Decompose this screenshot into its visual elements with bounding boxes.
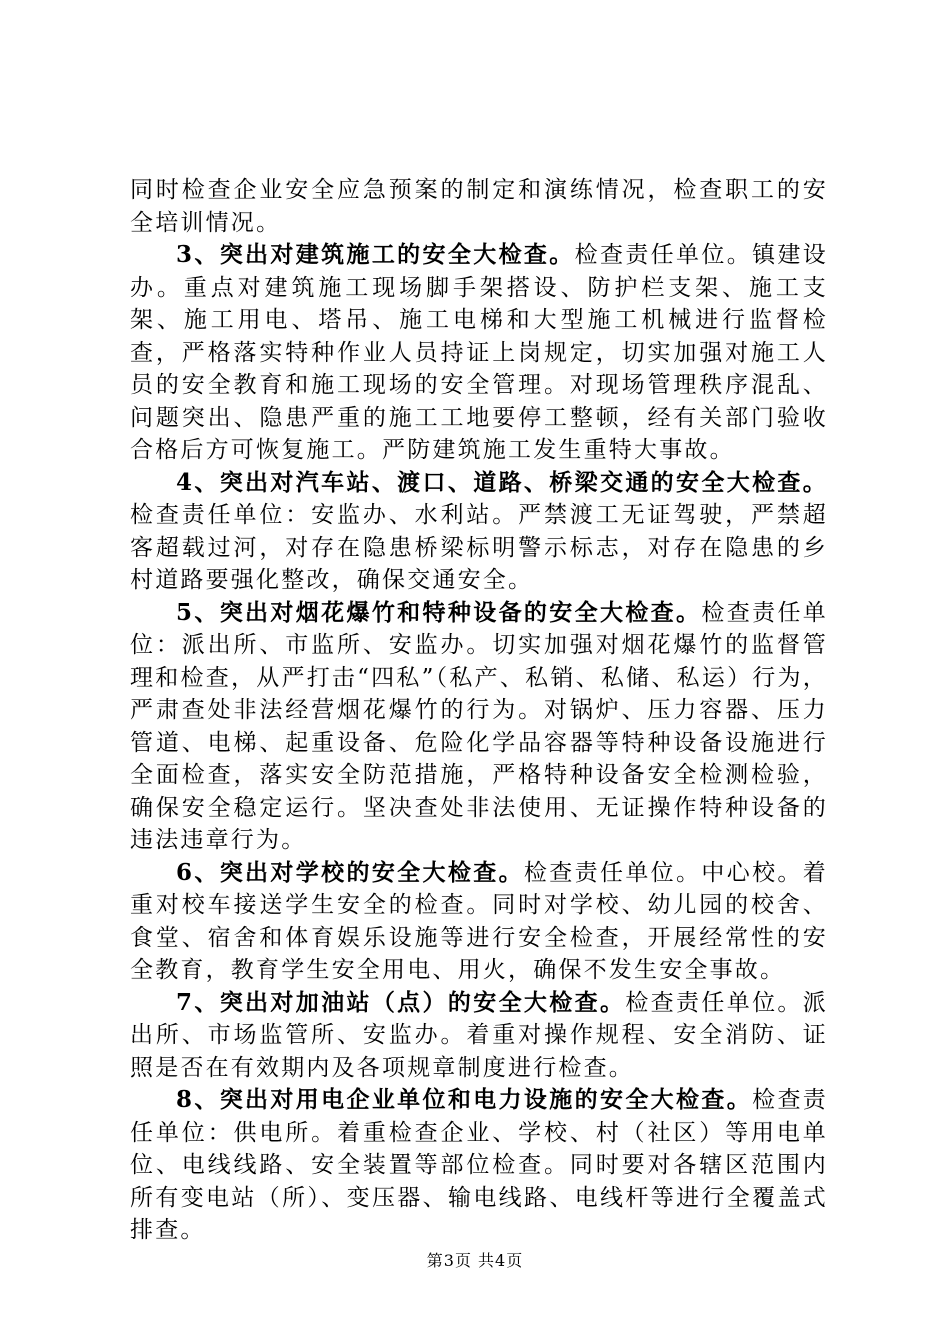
paragraph-body: 检查责任单位：安监办、水利站。严禁渡工无证驾驶，严禁超客超载过河，对存在隐患桥梁标明警示标志，对存在隐患的乡村道路要强化整改，确保交通安全。	[130, 502, 828, 593]
paragraph-item-7	[130, 987, 828, 1085]
paragraph-body: 检查责任单位。中心校。着重对校车接送学生安全的检查。同时对学校、幼儿园的校舍、食堂、宿舍和体育娱乐设施等进行安全检查，开展经常性的安全教育，教育学生安全用电、用火，确保不发生安全事故。	[130, 859, 828, 983]
paragraph-heading: 6、突出对学校的安全大检查。	[176, 858, 524, 886]
paragraph-body: 检查责任单位。派出所、市场监管所、安监办。着重对操作规程、安全消防、证照是否在有效期内及各项规章制度进行检查。	[130, 989, 828, 1081]
paragraph-item-6	[130, 857, 828, 987]
paragraph-continuation	[130, 174, 828, 239]
paragraph-heading: 3、突出对建筑施工的安全大检查。	[176, 241, 575, 268]
paragraph-heading: 5、突出对烟花爆竹和特种设备的安全大检查。	[176, 598, 702, 626]
paragraph-item-8	[130, 1084, 828, 1247]
paragraph-heading: 4、突出对汽车站、渡口、道路、桥梁交通的安全大检查。	[176, 468, 828, 496]
paragraph-body: 检查责任单位。镇建设办。重点对建筑施工现场脚手架搭设、防护栏支架、施工支架、施工用电、塔吊、施工电梯和大型施工机械进行监督检查，严格落实特种作业人员持证上岗规定，切实加强对施工人员的安全教育和施工现场的安全管理。对现场管理秩序混乱、问题突出、隐患严重的施工工地要停工整顿，经有关部门验收合格后方可恢复施工。严防建筑施工发生重特大事故。	[130, 242, 828, 463]
document-body	[130, 174, 828, 1247]
paragraph-heading: 8、突出对用电企业单位和电力设施的安全大检查。	[176, 1086, 753, 1113]
paragraph-body: 检查责任单位：供电所。着重检查企业、学校、村（社区）等用电单位、电线线路、安全装置等部位检查。同时要对各辖区范围内所有变电站（所）、变压器、输电线路、电线杆等进行全覆盖式排查。	[130, 1087, 828, 1243]
paragraph-item-4	[130, 467, 828, 597]
paragraph-item-3	[130, 239, 828, 467]
paragraph-body: 检查责任单位：派出所、市监所、安监办。切实加强对烟花爆竹的监督管理和检查，从严打击“四私”（私产、私销、私储、私运）行为，严肃查处非法经营烟花爆竹的行为。对锅炉、压力容器、压力管道、电梯、起重设备、危险化学品容器等特种设备设施进行全面检查，落实安全防范措施，严格特种设备安全检测检验，确保安全稳定运行。坚决查处非法使用、无证操作特种设备的违法违章行为。	[130, 599, 828, 853]
paragraph-body: 同时检查企业安全应急预案的制定和演练情况，检查职工的安全培训情况。	[130, 177, 828, 236]
page-footer	[0, 1248, 950, 1271]
paragraph-heading: 7、突出对加油站（点）的安全大检查。	[176, 988, 626, 1016]
page-number-label: 第3页 共4页	[426, 1251, 524, 1270]
paragraph-item-5	[130, 597, 828, 857]
